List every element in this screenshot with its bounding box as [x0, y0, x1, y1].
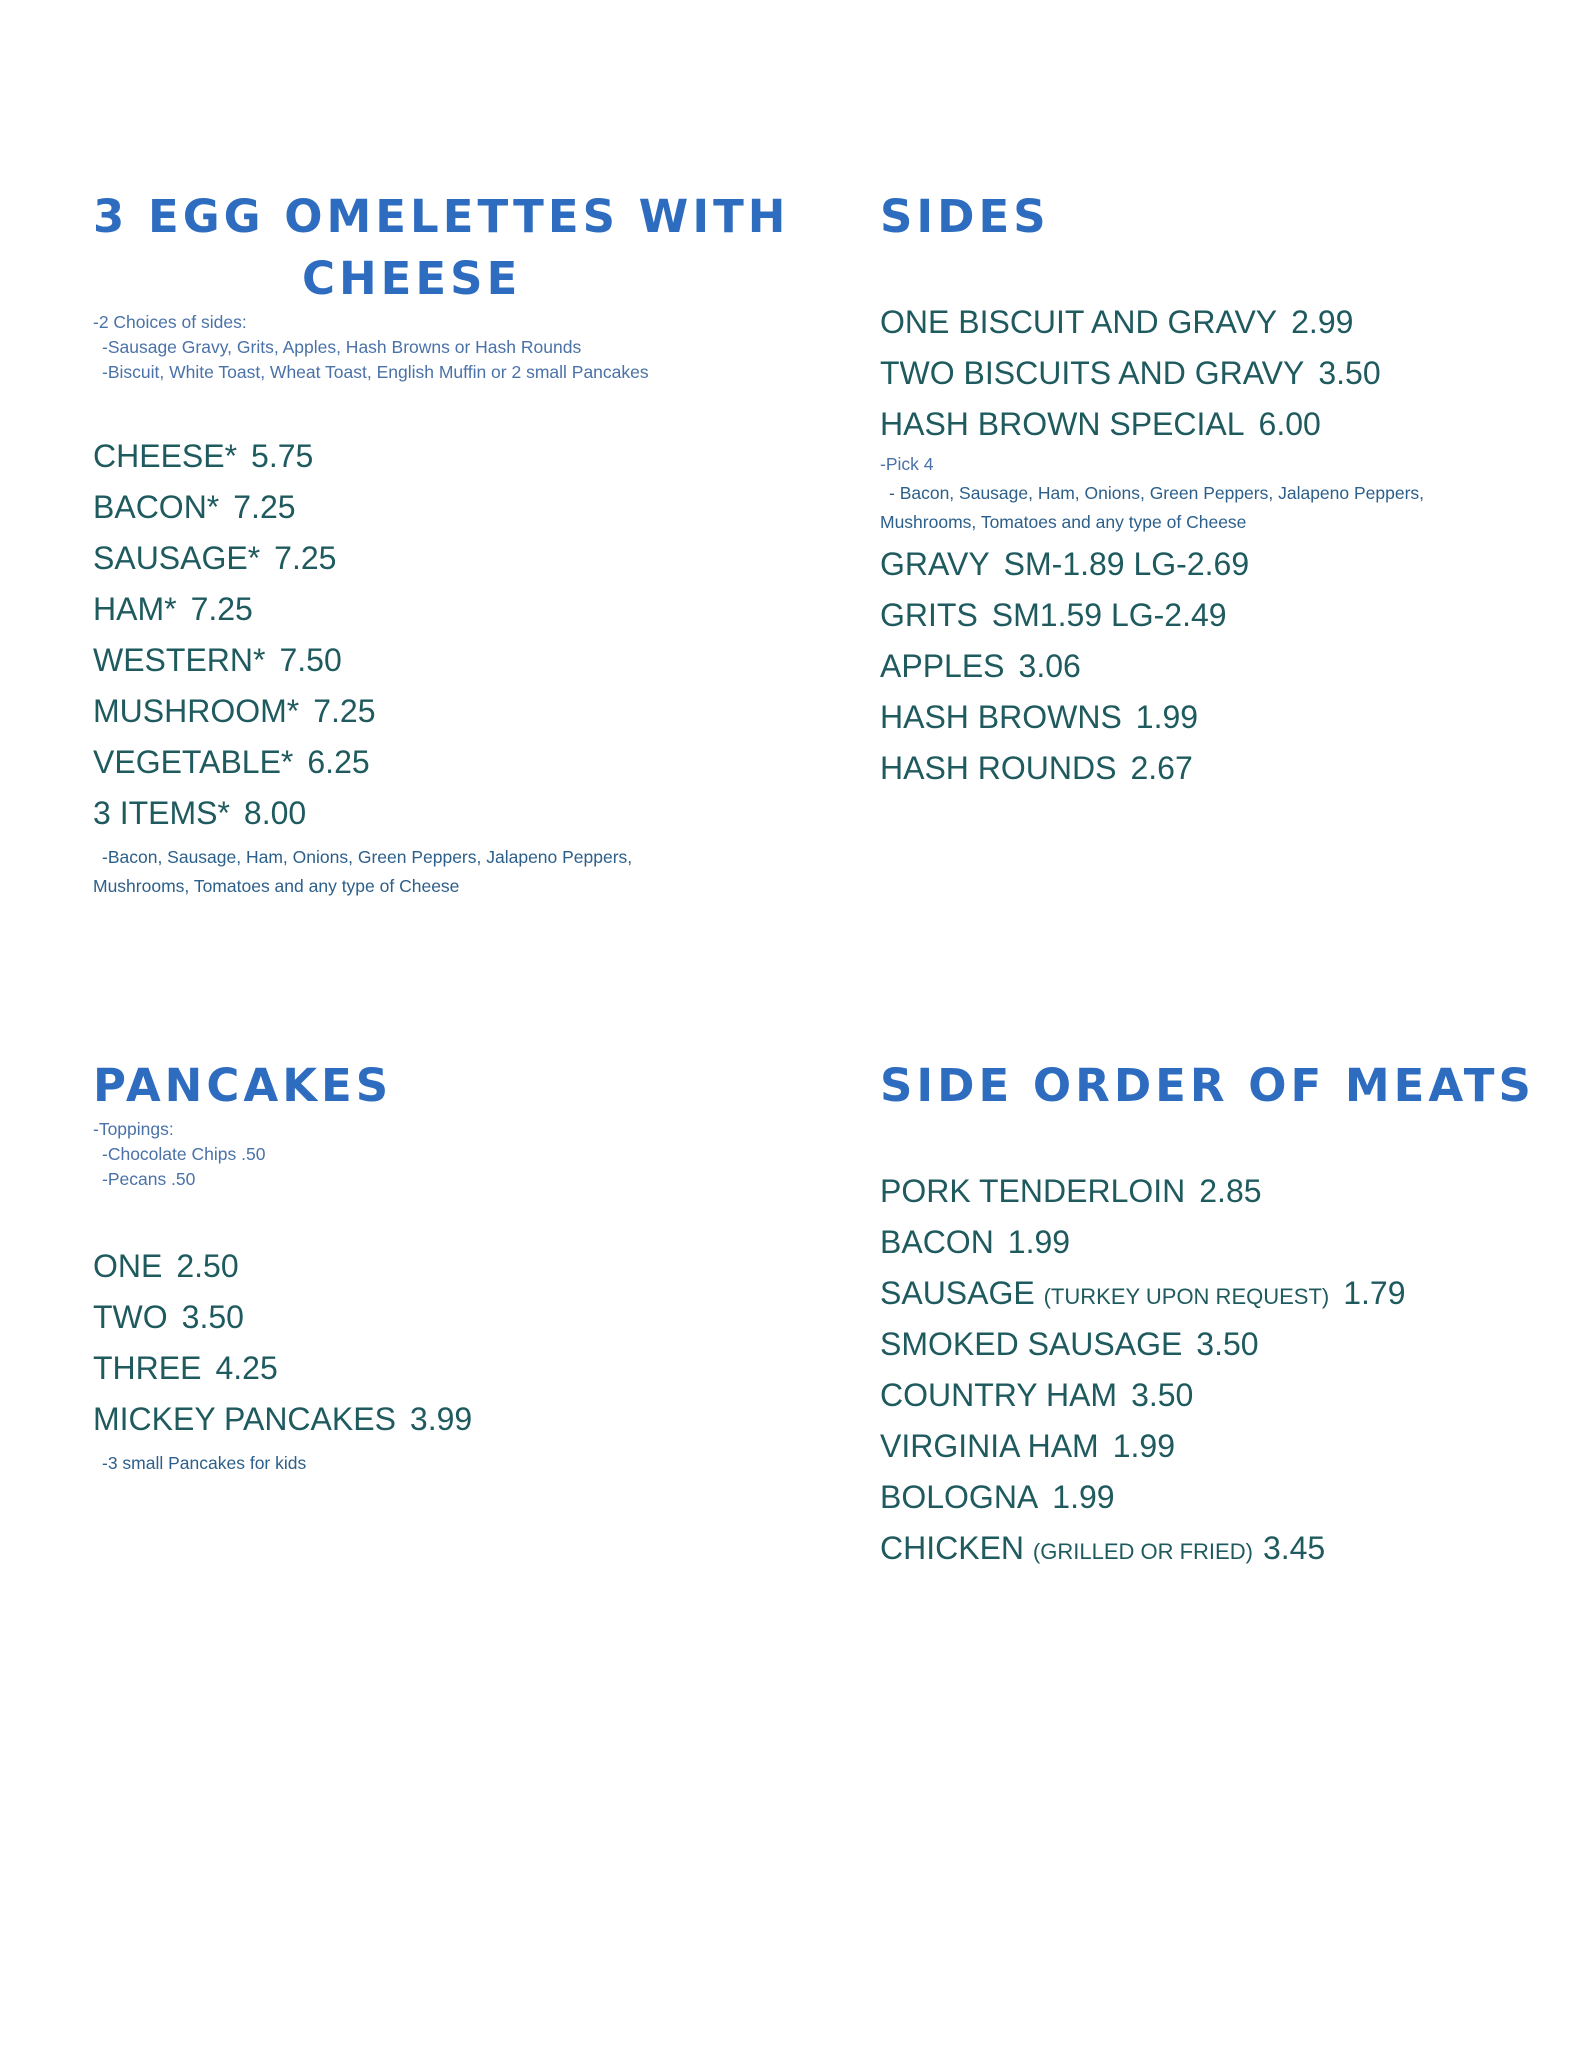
item-name: HAM*: [93, 591, 177, 627]
item-name: TWO BISCUITS AND GRAVY: [880, 355, 1305, 391]
omelettes-title-line2: CHEESE: [302, 252, 522, 305]
item-price: 1.79: [1343, 1275, 1406, 1311]
menu-item: [93, 737, 713, 788]
omelettes-section: [93, 186, 790, 901]
item-qualifier: (GRILLED OR FRIED): [1032, 1539, 1253, 1564]
pancakes-list: [93, 1241, 713, 1445]
menu-item: [880, 743, 1520, 794]
menu-item: [880, 1523, 1540, 1574]
item-price: 7.25: [313, 693, 376, 729]
sides-special-note: -Pick 4: [880, 454, 934, 474]
item-price: 2.99: [1291, 304, 1354, 340]
item-price: 5.75: [251, 438, 314, 474]
item-price: 3.99: [409, 1401, 473, 1437]
pancakes-note: -Toppings:: [93, 1119, 174, 1139]
meats-section: [880, 1055, 1540, 1574]
item-name: 3 ITEMS*: [93, 795, 230, 831]
item-price: 7.25: [233, 489, 296, 525]
item-price: 7.50: [279, 642, 342, 678]
item-name: SMOKED SAUSAGE: [880, 1326, 1183, 1362]
pancakes-item-note: -3 small Pancakes for kids: [102, 1453, 307, 1473]
item-price: 1.99: [1135, 699, 1199, 735]
item-price: 2.85: [1199, 1173, 1262, 1209]
item-name: CHEESE*: [93, 438, 238, 474]
item-qualifier: (TURKEY UPON REQUEST): [1043, 1284, 1330, 1309]
item-name: WESTERN*: [93, 642, 266, 678]
item-name: PORK TENDERLOIN: [880, 1173, 1186, 1209]
menu-item: [880, 348, 1520, 399]
item-price: 6.00: [1258, 406, 1321, 442]
item-name: HASH BROWNS: [880, 699, 1122, 735]
omelettes-note: -Sausage Gravy, Grits, Apples, Hash Browns or Hash Rounds: [102, 337, 582, 357]
item-price: 7.25: [274, 540, 337, 576]
menu-item: [880, 539, 1520, 590]
item-name: THREE: [93, 1350, 202, 1386]
menu-item: [880, 399, 1520, 450]
menu-item: [93, 1292, 713, 1343]
item-name: VIRGINIA HAM: [880, 1428, 1099, 1464]
sides-section: [880, 186, 1520, 794]
omelettes-title-line2-row: [93, 248, 713, 310]
item-name: SAUSAGE*: [93, 540, 261, 576]
menu-item: [880, 1472, 1540, 1523]
menu-item: [93, 1343, 713, 1394]
item-name: HASH ROUNDS: [880, 750, 1117, 786]
menu-item: [93, 1241, 713, 1292]
item-price: 2.67: [1130, 750, 1193, 786]
menu-item: [93, 788, 713, 839]
item-name: SAUSAGE: [880, 1275, 1035, 1311]
omelettes-note: -2 Choices of sides:: [93, 312, 247, 332]
omelettes-list: [93, 431, 713, 839]
omelettes-item-note: Mushrooms, Tomatoes and any type of Cheese: [93, 876, 460, 896]
menu-item: [93, 584, 713, 635]
item-price: 3.06: [1018, 648, 1081, 684]
pancakes-note: -Pecans .50: [102, 1169, 196, 1189]
item-name: ONE: [93, 1248, 163, 1284]
sides-special-note: Mushrooms, Tomatoes and any type of Cheese: [880, 512, 1247, 532]
menu-item: [880, 692, 1520, 743]
sides-list-bottom: [880, 539, 1520, 794]
item-price: 2.50: [176, 1248, 239, 1284]
pancakes-section: [93, 1055, 713, 1478]
item-name: HASH BROWN SPECIAL: [880, 406, 1245, 442]
menu-item: [880, 1268, 1540, 1319]
menu-item: [880, 641, 1520, 692]
item-name: MUSHROOM*: [93, 693, 300, 729]
menu-item: [93, 431, 713, 482]
meats-list: [880, 1166, 1540, 1574]
item-price: 3.50: [1131, 1377, 1194, 1413]
menu-item: [93, 686, 713, 737]
item-price: 3.45: [1262, 1530, 1326, 1566]
item-name: BACON*: [93, 489, 220, 525]
item-name: BACON: [880, 1224, 994, 1260]
omelettes-item-note: -Bacon, Sausage, Ham, Onions, Green Peppers, Jalapeno Peppers,: [102, 847, 633, 867]
menu-item: [93, 1394, 713, 1445]
item-price: SM1.59 LG-2.49: [991, 597, 1227, 633]
pancakes-title: PANCAKES: [93, 1059, 393, 1112]
menu-item: [880, 590, 1520, 641]
item-price: 1.99: [1007, 1224, 1071, 1260]
item-name: GRAVY: [880, 546, 990, 582]
menu-item: [880, 1370, 1540, 1421]
item-name: ONE BISCUIT AND GRAVY: [880, 304, 1278, 340]
item-price: SM-1.89 LG-2.69: [1003, 546, 1250, 582]
menu-item: [880, 1319, 1540, 1370]
item-name: APPLES: [880, 648, 1005, 684]
menu-item: [93, 533, 713, 584]
menu-item: [93, 635, 713, 686]
meats-title: SIDE ORDER OF MEATS: [880, 1059, 1535, 1112]
item-price: 3.50: [1318, 355, 1381, 391]
item-name: CHICKEN: [880, 1530, 1025, 1566]
item-name: COUNTRY HAM: [880, 1377, 1118, 1413]
omelettes-title-line1: 3 EGG OMELETTES WITH: [93, 190, 790, 243]
menu-item: [880, 297, 1520, 348]
item-price: 6.25: [307, 744, 370, 780]
item-name: TWO: [93, 1299, 168, 1335]
item-name: VEGETABLE*: [93, 744, 294, 780]
menu-item: [880, 1421, 1540, 1472]
item-name: GRITS: [880, 597, 978, 633]
item-name: MICKEY PANCAKES: [93, 1401, 396, 1437]
sides-list-top: [880, 297, 1520, 450]
pancakes-note: -Chocolate Chips .50: [102, 1144, 266, 1164]
item-price: 8.00: [243, 795, 307, 831]
menu-item: [880, 1217, 1540, 1268]
sides-special-note: - Bacon, Sausage, Ham, Onions, Green Peppers, Jalapeno Peppers,: [889, 483, 1425, 503]
item-price: 7.25: [190, 591, 253, 627]
omelettes-title: [93, 186, 790, 248]
item-price: 1.99: [1112, 1428, 1175, 1464]
item-price: 3.50: [181, 1299, 244, 1335]
menu-item: [93, 482, 713, 533]
sides-title: SIDES: [880, 190, 1050, 243]
omelettes-note: -Biscuit, White Toast, Wheat Toast, English Muffin or 2 small Pancakes: [102, 362, 649, 382]
item-price: 4.25: [215, 1350, 278, 1386]
item-name: BOLOGNA: [880, 1479, 1039, 1515]
item-price: 3.50: [1196, 1326, 1259, 1362]
menu-item: [880, 1166, 1540, 1217]
item-price: 1.99: [1052, 1479, 1115, 1515]
